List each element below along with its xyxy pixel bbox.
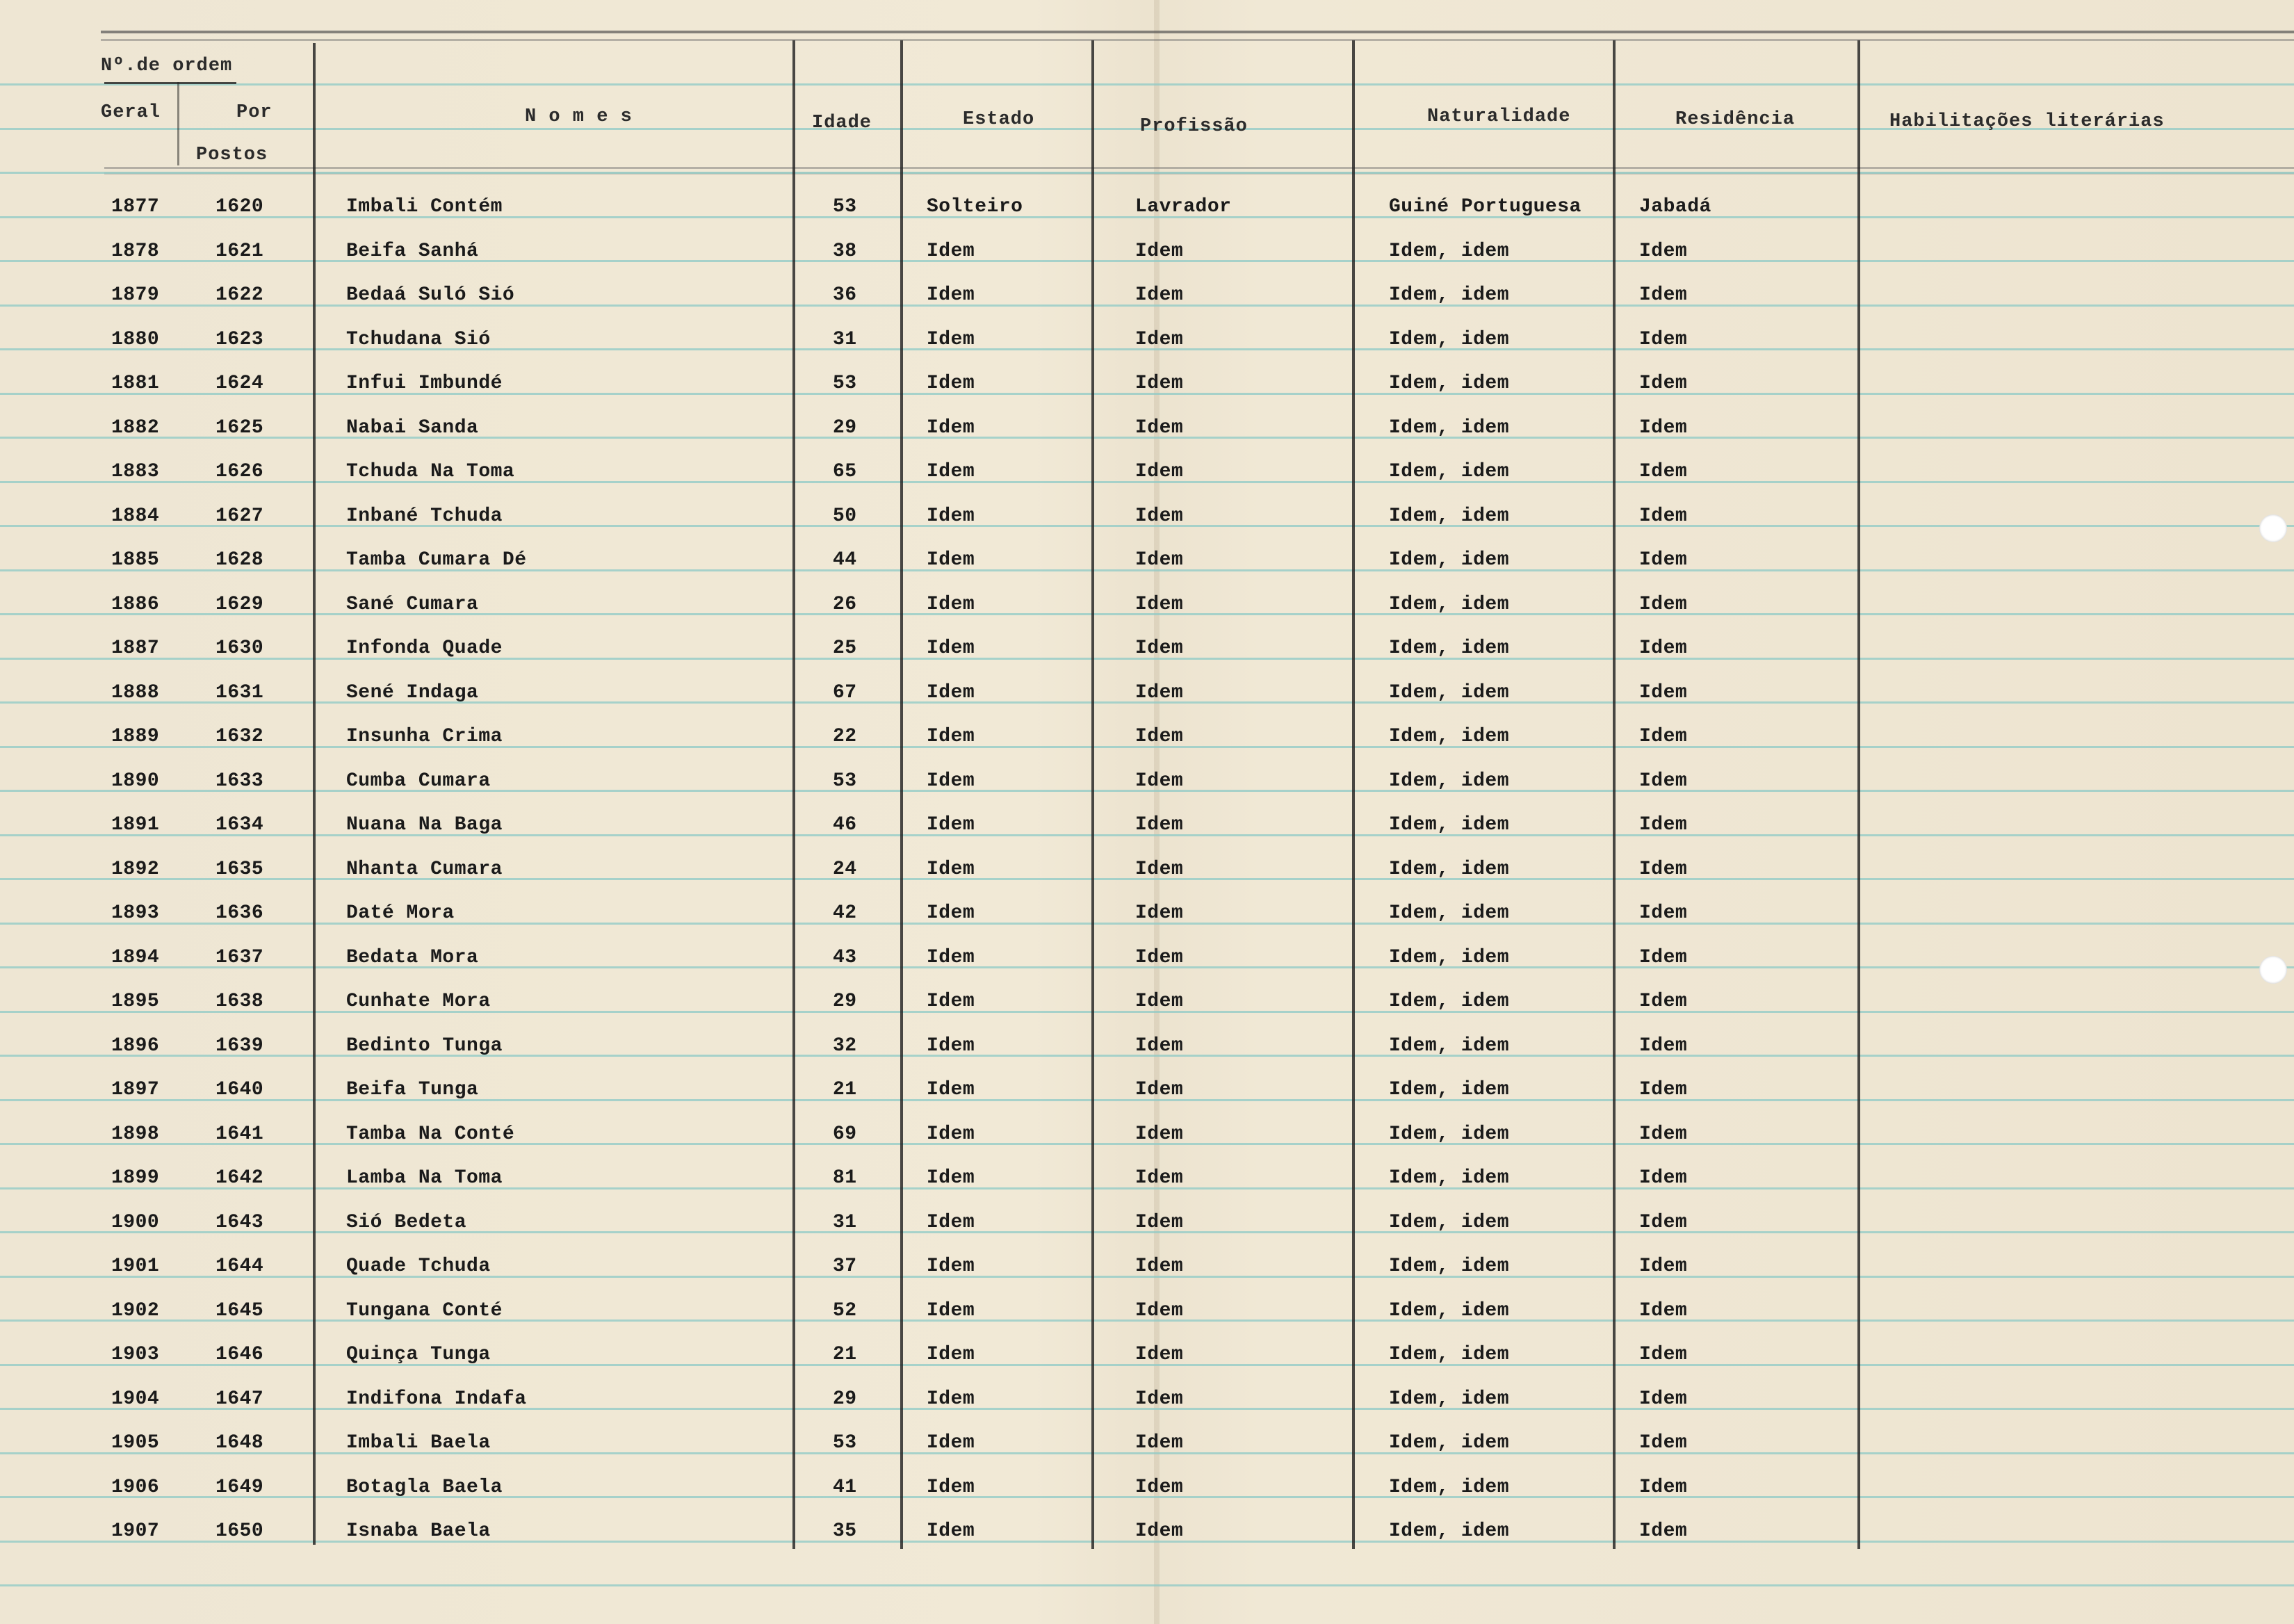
cell-residencia: Idem — [1639, 1167, 1688, 1189]
cell-naturalidade: Idem, idem — [1389, 1388, 1510, 1410]
cell-estado: Idem — [927, 814, 975, 836]
cell-profissao: Idem — [1135, 1432, 1184, 1454]
cell-nome: Quinça Tunga — [346, 1344, 491, 1365]
cell-geral: 1885 — [111, 549, 160, 571]
cell-geral: 1895 — [111, 991, 160, 1012]
cell-postos: 1632 — [215, 726, 264, 747]
cell-profissao: Idem — [1135, 594, 1184, 615]
column-divider — [1091, 40, 1094, 1549]
cell-residencia: Idem — [1639, 770, 1688, 792]
cell-geral: 1887 — [111, 638, 160, 659]
cell-profissao: Idem — [1135, 1256, 1184, 1277]
cell-estado: Idem — [927, 594, 975, 615]
column-divider — [1613, 40, 1616, 1549]
cell-geral: 1889 — [111, 726, 160, 747]
cell-profissao: Idem — [1135, 417, 1184, 439]
cell-naturalidade: Idem, idem — [1389, 1212, 1510, 1233]
cell-estado: Idem — [927, 770, 975, 792]
cell-nome: Beifa Tunga — [346, 1079, 479, 1101]
cell-nome: Sené Indaga — [346, 682, 479, 704]
cell-idade: 26 — [833, 594, 857, 615]
cell-idade: 36 — [833, 284, 857, 306]
cell-idade: 52 — [833, 1300, 857, 1322]
cell-naturalidade: Idem, idem — [1389, 1520, 1510, 1542]
cell-geral: 1879 — [111, 284, 160, 306]
cell-estado: Idem — [927, 1344, 975, 1365]
cell-estado: Idem — [927, 1300, 975, 1322]
cell-residencia: Idem — [1639, 284, 1688, 306]
header-bottom-rule — [104, 167, 2294, 169]
cell-nome: Tchuda Na Toma — [346, 461, 515, 482]
cell-estado: Idem — [927, 1167, 975, 1189]
cell-naturalidade: Idem, idem — [1389, 682, 1510, 704]
cell-geral: 1877 — [111, 196, 160, 218]
cell-estado: Idem — [927, 1035, 975, 1057]
cell-profissao: Idem — [1135, 373, 1184, 394]
header-residencia: Residência — [1675, 109, 1796, 130]
cell-nome: Infonda Quade — [346, 638, 503, 659]
cell-postos: 1631 — [215, 682, 264, 704]
cell-residencia: Idem — [1639, 241, 1688, 262]
cell-postos: 1639 — [215, 1035, 264, 1057]
cell-profissao: Idem — [1135, 241, 1184, 262]
cell-naturalidade: Idem, idem — [1389, 1167, 1510, 1189]
cell-postos: 1621 — [215, 241, 264, 262]
cell-geral: 1906 — [111, 1477, 160, 1498]
cell-nome: Daté Mora — [346, 902, 455, 924]
cell-profissao: Idem — [1135, 1167, 1184, 1189]
cell-nome: Nhanta Cumara — [346, 859, 503, 880]
cell-postos: 1643 — [215, 1212, 264, 1233]
cell-residencia: Idem — [1639, 461, 1688, 482]
cell-estado: Idem — [927, 726, 975, 747]
cell-profissao: Idem — [1135, 859, 1184, 880]
cell-geral: 1890 — [111, 770, 160, 792]
cell-idade: 41 — [833, 1477, 857, 1498]
cell-nome: Tamba Na Conté — [346, 1123, 515, 1145]
cell-idade: 43 — [833, 947, 857, 968]
cell-estado: Idem — [927, 1432, 975, 1454]
cell-profissao: Idem — [1135, 682, 1184, 704]
cell-naturalidade: Idem, idem — [1389, 1079, 1510, 1101]
cell-residencia: Idem — [1639, 549, 1688, 571]
cell-postos: 1642 — [215, 1167, 264, 1189]
cell-geral: 1878 — [111, 241, 160, 262]
cell-profissao: Idem — [1135, 1079, 1184, 1101]
cell-estado: Idem — [927, 947, 975, 968]
cell-residencia: Idem — [1639, 991, 1688, 1012]
cell-idade: 21 — [833, 1344, 857, 1365]
cell-residencia: Idem — [1639, 1520, 1688, 1542]
cell-idade: 22 — [833, 726, 857, 747]
cell-residencia: Idem — [1639, 1079, 1688, 1101]
cell-postos: 1641 — [215, 1123, 264, 1145]
cell-estado: Idem — [927, 638, 975, 659]
cell-residencia: Idem — [1639, 1432, 1688, 1454]
cell-estado: Idem — [927, 241, 975, 262]
cell-postos: 1646 — [215, 1344, 264, 1365]
cell-estado: Idem — [927, 505, 975, 527]
cell-postos: 1622 — [215, 284, 264, 306]
cell-profissao: Idem — [1135, 1212, 1184, 1233]
cell-residencia: Idem — [1639, 329, 1688, 350]
cell-nome: Beifa Sanhá — [346, 241, 479, 262]
cell-postos: 1640 — [215, 1079, 264, 1101]
cell-geral: 1886 — [111, 594, 160, 615]
cell-profissao: Idem — [1135, 329, 1184, 350]
cell-residencia: Idem — [1639, 1256, 1688, 1277]
cell-estado: Idem — [927, 373, 975, 394]
column-divider — [1352, 40, 1355, 1549]
cell-residencia: Idem — [1639, 1344, 1688, 1365]
cell-residencia: Idem — [1639, 859, 1688, 880]
cell-naturalidade: Idem, idem — [1389, 505, 1510, 527]
cell-estado: Idem — [927, 329, 975, 350]
cell-postos: 1623 — [215, 329, 264, 350]
cell-postos: 1629 — [215, 594, 264, 615]
cell-idade: 81 — [833, 1167, 857, 1189]
cell-idade: 31 — [833, 1212, 857, 1233]
cell-estado: Idem — [927, 1123, 975, 1145]
cell-residencia: Idem — [1639, 814, 1688, 836]
cell-postos: 1650 — [215, 1520, 264, 1542]
cell-nome: Nabai Sanda — [346, 417, 479, 439]
cell-geral: 1893 — [111, 902, 160, 924]
cell-residencia: Idem — [1639, 1123, 1688, 1145]
cell-profissao: Idem — [1135, 902, 1184, 924]
cell-estado: Idem — [927, 284, 975, 306]
cell-nome: Cumba Cumara — [346, 770, 491, 792]
cell-idade: 24 — [833, 859, 857, 880]
cell-profissao: Idem — [1135, 1123, 1184, 1145]
cell-nome: Sió Bedeta — [346, 1212, 467, 1233]
cell-postos: 1635 — [215, 859, 264, 880]
cell-geral: 1898 — [111, 1123, 160, 1145]
cell-profissao: Idem — [1135, 814, 1184, 836]
cell-postos: 1624 — [215, 373, 264, 394]
column-divider — [900, 40, 903, 1549]
cell-geral: 1891 — [111, 814, 160, 836]
cell-idade: 21 — [833, 1079, 857, 1101]
cell-residencia: Idem — [1639, 1212, 1688, 1233]
cell-naturalidade: Idem, idem — [1389, 1477, 1510, 1498]
cell-postos: 1620 — [215, 196, 264, 218]
cell-idade: 46 — [833, 814, 857, 836]
cell-residencia: Idem — [1639, 1388, 1688, 1410]
column-divider — [313, 43, 316, 1545]
cell-postos: 1626 — [215, 461, 264, 482]
header-nomes: N o m e s — [525, 106, 633, 127]
cell-profissao: Idem — [1135, 638, 1184, 659]
cell-nome: Botagla Baela — [346, 1477, 503, 1498]
cell-naturalidade: Idem, idem — [1389, 814, 1510, 836]
cell-naturalidade: Guiné Portuguesa — [1389, 196, 1581, 218]
cell-idade: 35 — [833, 1520, 857, 1542]
cell-profissao: Idem — [1135, 1344, 1184, 1365]
cell-profissao: Idem — [1135, 947, 1184, 968]
cell-geral: 1881 — [111, 373, 160, 394]
header-profissao: Profissão — [1140, 116, 1248, 137]
ruled-line — [0, 83, 2294, 86]
cell-estado: Idem — [927, 682, 975, 704]
cell-estado: Solteiro — [927, 196, 1023, 218]
cell-geral: 1897 — [111, 1079, 160, 1101]
cell-postos: 1637 — [215, 947, 264, 968]
cell-residencia: Idem — [1639, 594, 1688, 615]
cell-nome: Tchudana Sió — [346, 329, 491, 350]
cell-postos: 1633 — [215, 770, 264, 792]
cell-idade: 69 — [833, 1123, 857, 1145]
cell-estado: Idem — [927, 859, 975, 880]
cell-residencia: Idem — [1639, 417, 1688, 439]
cell-profissao: Idem — [1135, 1520, 1184, 1542]
cell-postos: 1648 — [215, 1432, 264, 1454]
cell-naturalidade: Idem, idem — [1389, 726, 1510, 747]
cell-residencia: Idem — [1639, 638, 1688, 659]
cell-profissao: Idem — [1135, 991, 1184, 1012]
cell-profissao: Idem — [1135, 461, 1184, 482]
cell-geral: 1882 — [111, 417, 160, 439]
punch-hole — [2259, 956, 2287, 984]
cell-estado: Idem — [927, 417, 975, 439]
cell-estado: Idem — [927, 1256, 975, 1277]
cell-estado: Idem — [927, 1212, 975, 1233]
cell-idade: 31 — [833, 329, 857, 350]
cell-profissao: Idem — [1135, 726, 1184, 747]
cell-residencia: Jabadá — [1639, 196, 1711, 218]
cell-residencia: Idem — [1639, 373, 1688, 394]
cell-nome: Nuana Na Baga — [346, 814, 503, 836]
cell-estado: Idem — [927, 1079, 975, 1101]
cell-naturalidade: Idem, idem — [1389, 947, 1510, 968]
cell-postos: 1625 — [215, 417, 264, 439]
cell-geral: 1894 — [111, 947, 160, 968]
cell-nome: Indifona Indafa — [346, 1388, 527, 1410]
cell-idade: 42 — [833, 902, 857, 924]
cell-idade: 25 — [833, 638, 857, 659]
cell-naturalidade: Idem, idem — [1389, 549, 1510, 571]
cell-nome: Inbané Tchuda — [346, 505, 503, 527]
cell-estado: Idem — [927, 549, 975, 571]
cell-idade: 37 — [833, 1256, 857, 1277]
cell-profissao: Idem — [1135, 549, 1184, 571]
cell-idade: 38 — [833, 241, 857, 262]
cell-estado: Idem — [927, 991, 975, 1012]
cell-postos: 1636 — [215, 902, 264, 924]
cell-profissao: Idem — [1135, 1477, 1184, 1498]
cell-geral: 1903 — [111, 1344, 160, 1365]
cell-naturalidade: Idem, idem — [1389, 1035, 1510, 1057]
cell-nome: Bedinto Tunga — [346, 1035, 503, 1057]
ruled-line — [0, 172, 2294, 174]
cell-idade: 53 — [833, 373, 857, 394]
cell-naturalidade: Idem, idem — [1389, 329, 1510, 350]
cell-profissao: Idem — [1135, 1300, 1184, 1322]
cell-idade: 67 — [833, 682, 857, 704]
cell-naturalidade: Idem, idem — [1389, 373, 1510, 394]
cell-idade: 29 — [833, 417, 857, 439]
cell-profissao: Idem — [1135, 284, 1184, 306]
cell-idade: 29 — [833, 1388, 857, 1410]
cell-nome: Infui Imbundé — [346, 373, 503, 394]
cell-residencia: Idem — [1639, 505, 1688, 527]
cell-naturalidade: Idem, idem — [1389, 461, 1510, 482]
cell-estado: Idem — [927, 461, 975, 482]
cell-idade: 65 — [833, 461, 857, 482]
cell-postos: 1634 — [215, 814, 264, 836]
cell-naturalidade: Idem, idem — [1389, 1123, 1510, 1145]
cell-geral: 1905 — [111, 1432, 160, 1454]
cell-nome: Bedaá Suló Sió — [346, 284, 515, 306]
header-top-rule — [101, 31, 2294, 33]
cell-profissao: Idem — [1135, 1035, 1184, 1057]
header-naturalidade: Naturalidade — [1427, 106, 1571, 127]
cell-postos: 1627 — [215, 505, 264, 527]
cell-profissao: Idem — [1135, 1388, 1184, 1410]
ordem-underline — [104, 82, 236, 84]
cell-naturalidade: Idem, idem — [1389, 284, 1510, 306]
cell-nome: Cunhate Mora — [346, 991, 491, 1012]
cell-idade: 53 — [833, 196, 857, 218]
cell-residencia: Idem — [1639, 902, 1688, 924]
cell-profissao: Lavrador — [1135, 196, 1232, 218]
cell-naturalidade: Idem, idem — [1389, 417, 1510, 439]
cell-naturalidade: Idem, idem — [1389, 859, 1510, 880]
cell-nome: Tungana Conté — [346, 1300, 503, 1322]
column-divider — [792, 40, 795, 1549]
ordem-divider — [177, 82, 179, 165]
header-geral: Geral — [101, 102, 161, 123]
cell-geral: 1880 — [111, 329, 160, 350]
cell-postos: 1645 — [215, 1300, 264, 1322]
header-idade: Idade — [812, 113, 872, 133]
cell-idade: 53 — [833, 1432, 857, 1454]
cell-postos: 1638 — [215, 991, 264, 1012]
cell-nome: Tamba Cumara Dé — [346, 549, 527, 571]
cell-residencia: Idem — [1639, 947, 1688, 968]
ruled-line — [0, 1584, 2294, 1586]
cell-profissao: Idem — [1135, 770, 1184, 792]
cell-residencia: Idem — [1639, 726, 1688, 747]
cell-naturalidade: Idem, idem — [1389, 1344, 1510, 1365]
cell-estado: Idem — [927, 1477, 975, 1498]
cell-postos: 1630 — [215, 638, 264, 659]
cell-geral: 1892 — [111, 859, 160, 880]
cell-naturalidade: Idem, idem — [1389, 770, 1510, 792]
cell-naturalidade: Idem, idem — [1389, 594, 1510, 615]
cell-nome: Lamba Na Toma — [346, 1167, 503, 1189]
cell-naturalidade: Idem, idem — [1389, 991, 1510, 1012]
cell-naturalidade: Idem, idem — [1389, 1300, 1510, 1322]
header-ordem: Nº.de ordem — [101, 56, 233, 76]
cell-postos: 1649 — [215, 1477, 264, 1498]
cell-postos: 1628 — [215, 549, 264, 571]
cell-idade: 50 — [833, 505, 857, 527]
cell-nome: Insunha Crima — [346, 726, 503, 747]
cell-estado: Idem — [927, 1520, 975, 1542]
cell-geral: 1904 — [111, 1388, 160, 1410]
cell-residencia: Idem — [1639, 682, 1688, 704]
cell-nome: Quade Tchuda — [346, 1256, 491, 1277]
header-por: Por — [236, 102, 272, 123]
cell-estado: Idem — [927, 902, 975, 924]
cell-geral: 1899 — [111, 1167, 160, 1189]
cell-geral: 1896 — [111, 1035, 160, 1057]
header-habilitacoes: Habilitações literárias — [1889, 111, 2165, 132]
cell-geral: 1900 — [111, 1212, 160, 1233]
cell-profissao: Idem — [1135, 505, 1184, 527]
cell-residencia: Idem — [1639, 1300, 1688, 1322]
cell-nome: Imbali Contém — [346, 196, 503, 218]
cell-nome: Isnaba Baela — [346, 1520, 491, 1542]
cell-naturalidade: Idem, idem — [1389, 1256, 1510, 1277]
header-postos: Postos — [196, 145, 268, 165]
cell-residencia: Idem — [1639, 1035, 1688, 1057]
punch-hole — [2259, 514, 2287, 542]
cell-geral: 1883 — [111, 461, 160, 482]
cell-idade: 32 — [833, 1035, 857, 1057]
header-estado: Estado — [963, 109, 1035, 130]
cell-naturalidade: Idem, idem — [1389, 638, 1510, 659]
cell-naturalidade: Idem, idem — [1389, 1432, 1510, 1454]
cell-postos: 1644 — [215, 1256, 264, 1277]
cell-geral: 1901 — [111, 1256, 160, 1277]
cell-postos: 1647 — [215, 1388, 264, 1410]
cell-nome: Bedata Mora — [346, 947, 479, 968]
cell-naturalidade: Idem, idem — [1389, 902, 1510, 924]
column-divider — [1857, 40, 1860, 1549]
cell-geral: 1902 — [111, 1300, 160, 1322]
cell-nome: Sané Cumara — [346, 594, 479, 615]
cell-geral: 1884 — [111, 505, 160, 527]
cell-geral: 1888 — [111, 682, 160, 704]
cell-idade: 29 — [833, 991, 857, 1012]
cell-nome: Imbali Baela — [346, 1432, 491, 1454]
header-top-rule-2 — [101, 39, 2294, 41]
cell-estado: Idem — [927, 1388, 975, 1410]
cell-residencia: Idem — [1639, 1477, 1688, 1498]
cell-idade: 44 — [833, 549, 857, 571]
cell-idade: 53 — [833, 770, 857, 792]
cell-geral: 1907 — [111, 1520, 160, 1542]
cell-naturalidade: Idem, idem — [1389, 241, 1510, 262]
